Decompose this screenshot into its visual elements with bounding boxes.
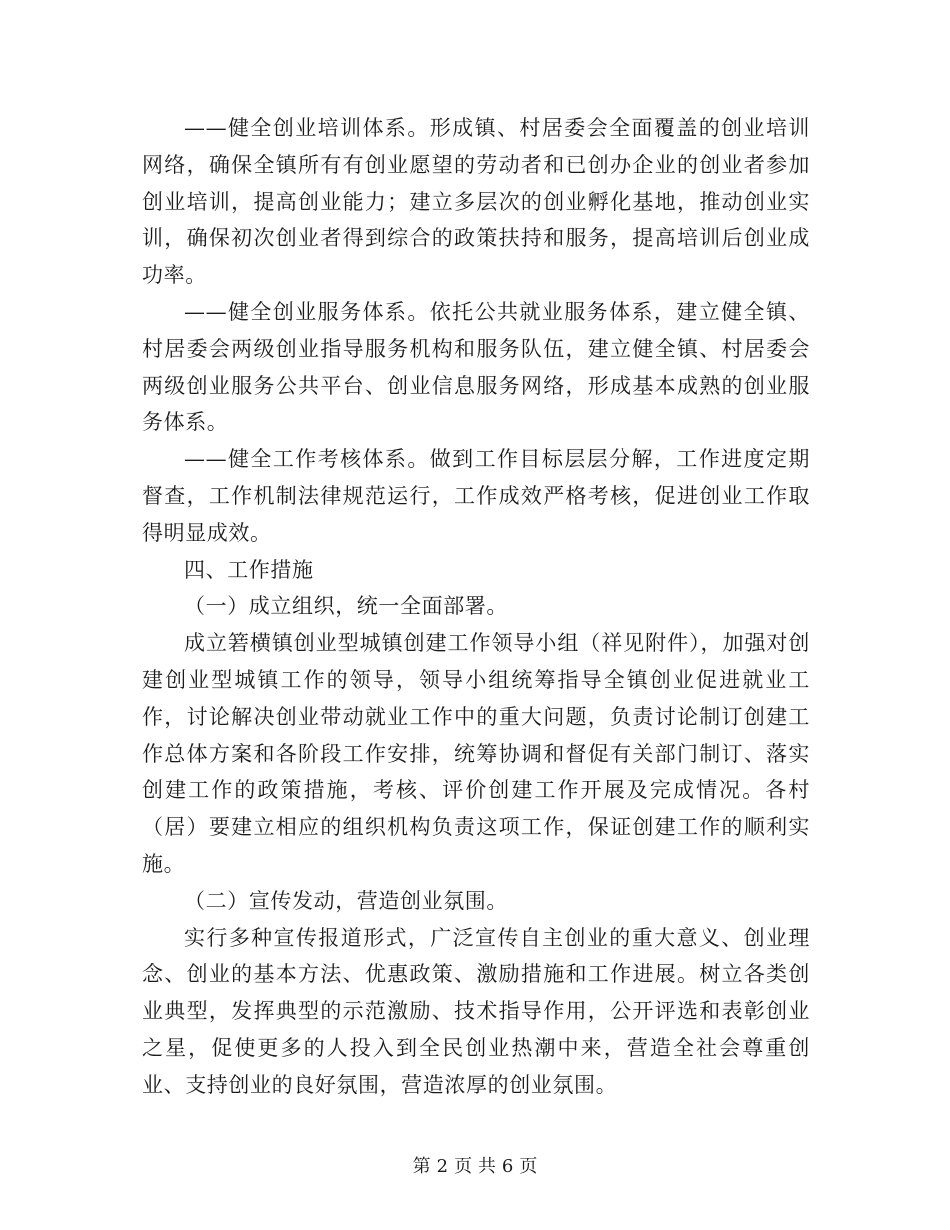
paragraph-service-system: ——健全创业服务体系。依托公共就业服务体系，建立健全镇、村居委会两级创业指导服务机构和服务队伍，建立健全镇、村居委会两级创业服务公共平台、创业信息服务网络，形成基本成熟的创业服务体系。 [142,299,810,435]
page-footer [0,1152,950,1178]
document-body [142,110,810,1104]
total-pages-number: 6 [501,1156,514,1177]
paragraph-training-system: ——健全创业培训体系。形成镇、村居委会全面覆盖的创业培训网络，确保全镇所有有创业愿望的劳动者和已创办企业的创业者参加创业培训，提高创业能力；建立多层次的创业孵化基地，推动创业实训，确保初次创业者得到综合的政策扶持和服务，提高培训后创业成功率。 [142,116,810,288]
subheading-publicity: （二）宣传发动，营造创业氛围。 [184,888,508,913]
page-label-mid: 页 共 [454,1156,496,1177]
subheading-organization: （一）成立组织，统一全面部署。 [184,594,508,619]
paragraph-assessment-system: ——健全工作考核体系。做到工作目标层层分解，工作进度定期督查，工作机制法律规范运行，工作成效严格考核，促进创业工作取得明显成效。 [142,447,810,545]
paragraph-publicity: 实行多种宣传报道形式，广泛宣传自主创业的重大意义、创业理念、创业的基本方法、优惠政策、激励措施和工作进展。树立各类创业典型，发挥典型的示范激励、技术指导作用，公开评选和表彰创业之星，促使更多的人投入到全民创业热潮中来，营造全社会尊重创业、支持创业的良好氛围，营造浓厚的创业氛围。 [142,925,810,1097]
section-heading-work-measures: 四、工作措施 [184,557,314,582]
page-label-suffix: 页 [519,1156,538,1177]
page-label-prefix: 第 [412,1156,431,1177]
current-page-number: 2 [436,1156,449,1177]
paragraph-organization: 成立箬横镇创业型城镇创建工作领导小组（祥见附件），加强对创建创业型城镇工作的领导，领导小组统筹指导全镇创业促进就业工作，讨论解决创业带动就业工作中的重大问题，负责讨论制订创建工作总体方案和各阶段工作安排，统筹协调和督促有关部门制订、落实创建工作的政策措施，考核、评价创建工作开展及完成情况。各村（居）要建立相应的组织机构负责这项工作，保证创建工作的顺利实施。 [142,631,810,876]
